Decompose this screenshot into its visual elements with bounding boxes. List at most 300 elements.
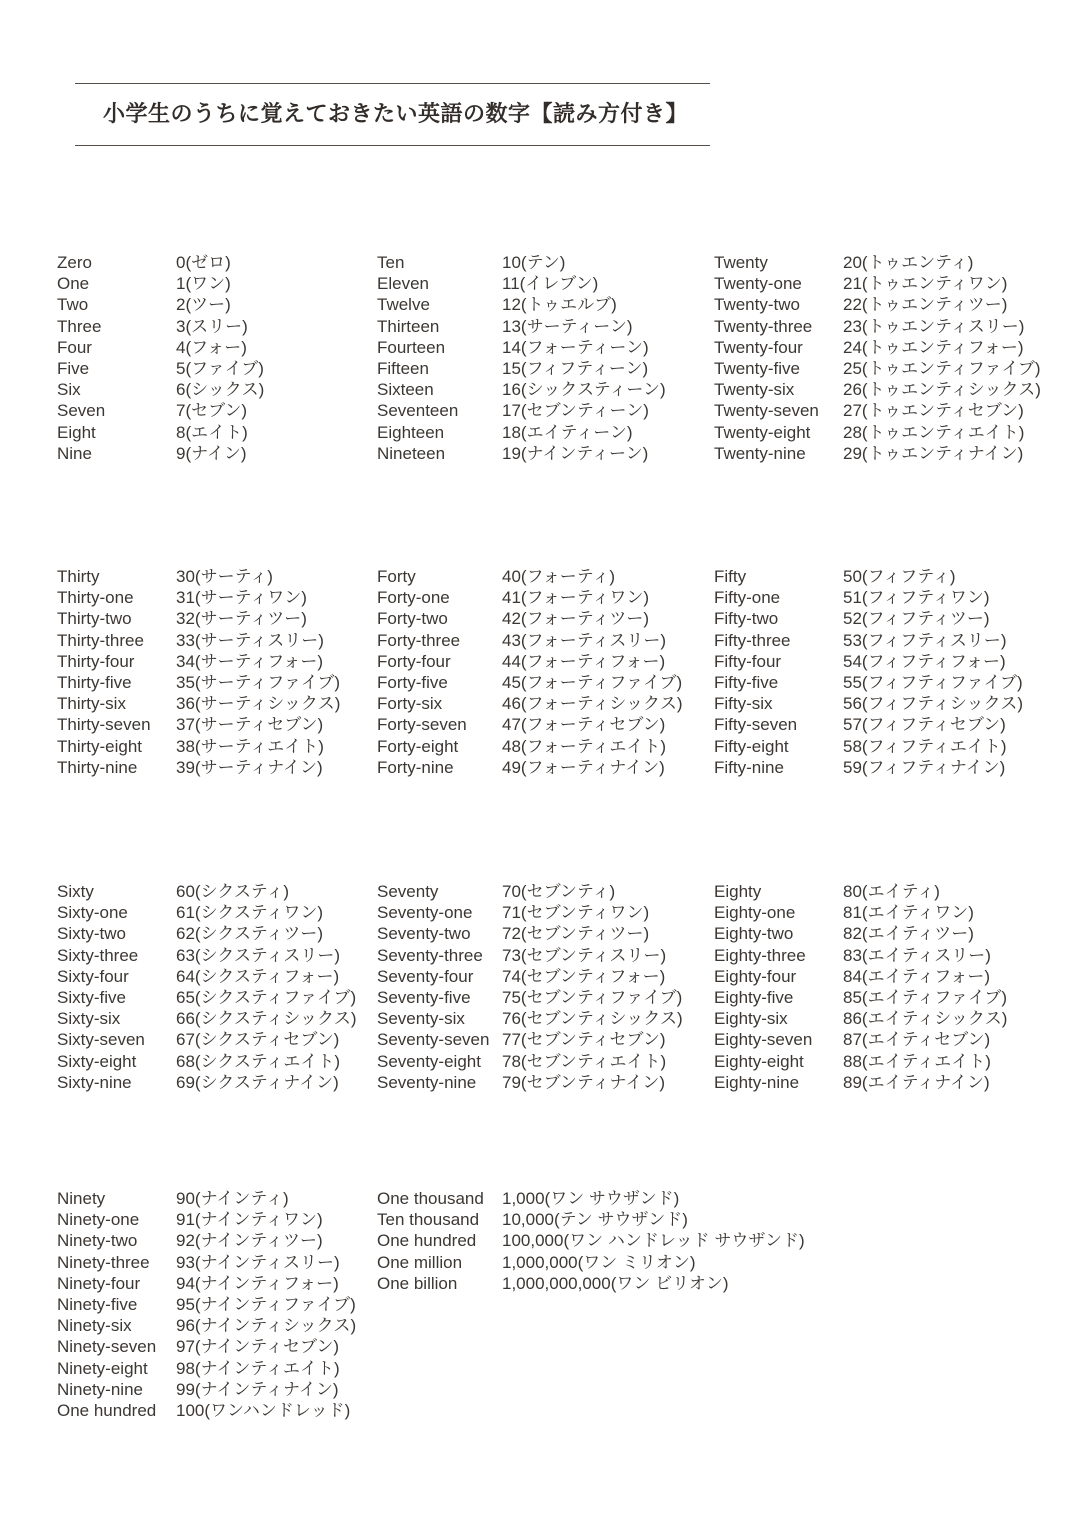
english-word: Fifteen <box>377 359 429 379</box>
number-row <box>714 1051 1007 1072</box>
number-reading: 47(フォーティセブン) <box>502 715 666 735</box>
number-reading: 11(イレブン) <box>502 274 599 294</box>
number-row <box>714 1008 1007 1029</box>
number-reading: 66(シクスティシックス) <box>176 1009 357 1029</box>
number-reading: 86(エイティシックス) <box>843 1009 1008 1029</box>
number-reading: 100(ワンハンドレッド) <box>176 1401 351 1421</box>
number-reading: 27(トゥエンティセブン) <box>843 401 1024 421</box>
english-word: Forty-seven <box>377 715 467 735</box>
number-reading: 78(セブンティエイト) <box>502 1051 667 1071</box>
english-word: Eighty-nine <box>714 1072 800 1092</box>
number-row <box>57 881 357 902</box>
number-reading: 76(セブンティシックス) <box>502 1009 683 1029</box>
english-word: Forty-four <box>377 651 451 671</box>
number-reading: 33(サーティスリー) <box>176 630 324 650</box>
english-word: Seventy-six <box>377 1009 465 1029</box>
english-word: Three <box>57 316 102 336</box>
number-row <box>57 608 340 629</box>
number-column <box>57 252 264 464</box>
number-row <box>714 379 1041 400</box>
number-reading: 14(フォーティーン) <box>502 337 649 357</box>
number-reading: 26(トゥエンティシックス) <box>843 380 1041 400</box>
number-row <box>57 1400 356 1421</box>
number-reading: 25(トゥエンティファイブ) <box>843 359 1041 379</box>
number-reading: 92(ナインティツー) <box>176 1231 323 1251</box>
number-row <box>714 757 1023 778</box>
number-column <box>714 881 1007 1093</box>
english-word: Eighty-three <box>714 945 806 965</box>
english-word: Zero <box>57 253 92 272</box>
number-reading: 84(エイティフォー) <box>843 966 991 986</box>
number-reading: 62(シクスティツー) <box>176 924 324 944</box>
number-reading: 87(エイティセブン) <box>843 1030 991 1050</box>
number-reading: 6(シックス) <box>176 380 265 400</box>
english-word: Ninety-nine <box>57 1379 143 1399</box>
english-word: Fifty-four <box>714 651 782 671</box>
english-word: Ninety <box>57 1189 106 1208</box>
number-reading: 57(フィフティセブン) <box>843 715 1006 735</box>
number-reading: 68(シクスティエイト) <box>176 1051 341 1071</box>
english-word: Seventy-five <box>377 988 471 1008</box>
english-word: Eighty-five <box>714 988 794 1008</box>
english-word: Twenty-four <box>714 337 803 357</box>
number-column <box>57 881 357 1093</box>
english-word: One hundred <box>57 1401 157 1421</box>
number-reading: 42(フォーティツー) <box>502 609 650 629</box>
number-reading: 55(フィフティファイブ) <box>843 673 1023 693</box>
english-word: Seventy-seven <box>377 1030 490 1050</box>
number-row <box>377 757 683 778</box>
english-word: Ten <box>377 253 405 272</box>
english-word: Eighteen <box>377 422 445 442</box>
english-word: Fifty-two <box>714 609 779 629</box>
number-reading: 29(トゥエンティナイン) <box>843 443 1024 463</box>
english-word: Sixty-four <box>57 966 129 986</box>
english-word: Ninety-four <box>57 1273 141 1293</box>
number-reading: 100,000(ワン ハンドレッド サウザンド) <box>502 1231 805 1251</box>
number-row <box>57 273 264 294</box>
number-row <box>714 881 1007 902</box>
number-reading: 10(テン) <box>502 253 566 272</box>
number-row <box>57 714 340 735</box>
number-row <box>377 1188 805 1209</box>
english-word: Twenty-five <box>714 359 800 379</box>
number-reading: 85(エイティファイブ) <box>843 988 1008 1008</box>
number-row <box>377 966 683 987</box>
english-word: Nineteen <box>377 443 446 463</box>
english-word: Thirteen <box>377 316 440 336</box>
number-row <box>714 1072 1007 1093</box>
english-word: Ninety-eight <box>57 1358 148 1378</box>
number-row <box>377 316 666 337</box>
number-row <box>377 1273 805 1294</box>
number-row <box>377 358 666 379</box>
english-word: Eleven <box>377 274 429 294</box>
number-row <box>57 1336 356 1357</box>
number-row <box>714 566 1023 587</box>
number-row <box>377 881 683 902</box>
number-row <box>714 672 1023 693</box>
number-row <box>714 443 1041 464</box>
number-reading: 99(ナインティナイン) <box>176 1379 339 1399</box>
english-word: Sixty-nine <box>57 1072 132 1092</box>
english-word: Seventeen <box>377 401 459 421</box>
number-reading: 75(セブンティファイブ) <box>502 988 683 1008</box>
number-row <box>57 736 340 757</box>
english-word: Eighty-four <box>714 966 797 986</box>
number-row <box>377 1072 683 1093</box>
number-row <box>57 379 264 400</box>
number-reading: 63(シクスティスリー) <box>176 945 341 965</box>
number-reading: 28(トゥエンティエイト) <box>843 422 1025 442</box>
number-row <box>57 902 357 923</box>
number-row <box>57 966 357 987</box>
number-row <box>377 608 683 629</box>
number-column <box>377 1188 805 1294</box>
number-reading: 64(シクスティフォー) <box>176 966 340 986</box>
number-row <box>377 1029 683 1050</box>
number-row <box>57 443 264 464</box>
number-reading: 56(フィフティシックス) <box>843 694 1024 714</box>
english-word: Sixteen <box>377 380 434 400</box>
english-word: Thirty-four <box>57 651 135 671</box>
number-reading: 44(フォーティフォー) <box>502 651 666 671</box>
english-word: Fifty-one <box>714 588 781 608</box>
number-reading: 41(フォーティワン) <box>502 588 650 608</box>
number-row <box>57 1358 356 1379</box>
number-column <box>57 566 340 778</box>
number-reading: 61(シクスティワン) <box>176 903 324 923</box>
number-reading: 37(サーティセブン) <box>176 715 324 735</box>
english-word: Twenty-eight <box>714 422 811 442</box>
english-word: Ninety-three <box>57 1252 150 1272</box>
number-row <box>377 1209 805 1230</box>
number-reading: 16(シックスティーン) <box>502 380 666 400</box>
number-row <box>714 1029 1007 1050</box>
english-word: Forty <box>377 567 416 586</box>
english-word: Thirty-six <box>57 694 126 714</box>
number-reading: 51(フィフティワン) <box>843 588 990 608</box>
number-reading: 89(エイティナイン) <box>843 1072 990 1092</box>
english-word: Sixty-five <box>57 988 126 1008</box>
number-row <box>377 651 683 672</box>
english-word: Twelve <box>377 295 430 315</box>
number-row <box>57 672 340 693</box>
number-row <box>57 923 357 944</box>
english-word: Sixty-seven <box>57 1030 145 1050</box>
number-reading: 54(フィフティフォー) <box>843 651 1006 671</box>
number-row <box>377 587 683 608</box>
number-reading: 80(エイティ) <box>843 882 940 901</box>
number-row <box>377 400 666 421</box>
number-row <box>714 608 1023 629</box>
number-row <box>377 672 683 693</box>
number-row <box>377 337 666 358</box>
english-word: Seventy-three <box>377 945 483 965</box>
english-word: Forty-five <box>377 673 448 693</box>
english-word: Twenty-one <box>714 274 802 294</box>
number-reading: 1,000(ワン サウザンド) <box>502 1189 680 1208</box>
english-word: Thirty-seven <box>57 715 151 735</box>
english-word: Seventy-two <box>377 924 471 944</box>
number-row <box>57 316 264 337</box>
english-word: Forty-nine <box>377 757 454 777</box>
number-reading: 1,000,000(ワン ミリオン) <box>502 1252 696 1272</box>
number-row <box>377 443 666 464</box>
number-row <box>714 587 1023 608</box>
number-reading: 73(セブンティスリー) <box>502 945 667 965</box>
number-row <box>714 987 1007 1008</box>
number-column <box>57 1188 356 1421</box>
number-row <box>377 1051 683 1072</box>
english-word: One hundred <box>377 1231 477 1251</box>
number-reading: 5(ファイブ) <box>176 359 264 379</box>
number-row <box>377 902 683 923</box>
english-word: Seventy-one <box>377 903 473 923</box>
number-row <box>57 987 357 1008</box>
english-word: Forty-eight <box>377 736 459 756</box>
number-row <box>57 422 264 443</box>
english-word: Thirty-nine <box>57 757 138 777</box>
number-reading: 0(ゼロ) <box>176 253 231 272</box>
number-reading: 79(セブンティナイン) <box>502 1072 666 1092</box>
number-row <box>377 693 683 714</box>
number-reading: 45(フォーティファイブ) <box>502 673 683 693</box>
number-reading: 52(フィフティツー) <box>843 609 990 629</box>
number-row <box>714 358 1041 379</box>
number-row <box>57 337 264 358</box>
number-reading: 60(シクスティ) <box>176 882 290 901</box>
number-reading: 81(エイティワン) <box>843 903 974 923</box>
number-reading: 18(エイティーン) <box>502 422 633 442</box>
number-reading: 82(エイティツー) <box>843 924 974 944</box>
number-reading: 83(エイティスリー) <box>843 945 991 965</box>
number-reading: 7(セブン) <box>176 401 248 421</box>
english-word: Thirty-one <box>57 588 134 608</box>
number-row <box>714 630 1023 651</box>
english-word: Seventy-four <box>377 966 474 986</box>
number-reading: 1(ワン) <box>176 274 231 294</box>
number-reading: 91(ナインティワン) <box>176 1210 323 1230</box>
number-column <box>714 252 1041 464</box>
english-word: Twenty-three <box>714 316 813 336</box>
number-reading: 20(トゥエンティ) <box>843 253 974 272</box>
english-word: Sixty-two <box>57 924 126 944</box>
english-word: Forty-six <box>377 694 443 714</box>
english-word: Twenty-nine <box>714 443 806 463</box>
english-word: One million <box>377 1252 463 1272</box>
english-word: Ninety-two <box>57 1231 138 1251</box>
number-row <box>377 379 666 400</box>
english-word: Fifty <box>714 567 747 586</box>
number-reading: 53(フィフティスリー) <box>843 630 1007 650</box>
english-word: One <box>57 274 90 294</box>
number-row <box>377 273 666 294</box>
number-row <box>377 1008 683 1029</box>
number-reading: 19(ナインティーン) <box>502 443 649 463</box>
english-word: Fifty-seven <box>714 715 798 735</box>
english-word: Fourteen <box>377 337 446 357</box>
number-reading: 69(シクスティナイン) <box>176 1072 339 1092</box>
number-reading: 71(セブンティワン) <box>502 903 650 923</box>
english-word: Sixty-six <box>57 1009 121 1029</box>
number-row <box>57 1315 356 1336</box>
number-reading: 35(サーティファイブ) <box>176 673 341 693</box>
number-row <box>57 757 340 778</box>
number-row <box>714 923 1007 944</box>
number-reading: 95(ナインティファイブ) <box>176 1295 356 1315</box>
number-reading: 8(エイト) <box>176 422 248 442</box>
number-row <box>57 587 340 608</box>
english-word: Seventy-nine <box>377 1072 477 1092</box>
english-word: Six <box>57 380 81 400</box>
number-row <box>57 693 340 714</box>
number-row <box>377 566 683 587</box>
number-row <box>57 1379 356 1400</box>
number-reading: 72(セブンティツー) <box>502 924 650 944</box>
english-word: Sixty-eight <box>57 1051 137 1071</box>
number-reading: 39(サーティナイン) <box>176 757 323 777</box>
number-reading: 3(スリー) <box>176 316 248 336</box>
number-row <box>377 1252 805 1273</box>
number-column <box>377 566 683 778</box>
english-word: Ninety-one <box>57 1210 140 1230</box>
number-reading: 88(エイティエイト) <box>843 1051 991 1071</box>
number-reading: 48(フォーティエイト) <box>502 736 667 756</box>
number-row <box>377 1230 805 1251</box>
english-word: Eighty-one <box>714 903 796 923</box>
english-word: Twenty-seven <box>714 401 819 421</box>
english-word: Ninety-five <box>57 1295 138 1315</box>
number-reading: 96(ナインティシックス) <box>176 1316 357 1336</box>
number-row <box>714 294 1041 315</box>
english-word: Eighty <box>714 882 762 901</box>
english-word: Five <box>57 359 90 379</box>
number-reading: 97(ナインティセブン) <box>176 1337 340 1357</box>
number-reading: 67(シクスティセブン) <box>176 1030 340 1050</box>
english-word: Fifty-eight <box>714 736 789 756</box>
english-word: Fifty-six <box>714 694 773 714</box>
number-reading: 98(ナインティエイト) <box>176 1358 340 1378</box>
number-row <box>714 714 1023 735</box>
number-reading: 23(トゥエンティスリー) <box>843 316 1025 336</box>
number-row <box>377 923 683 944</box>
number-reading: 21(トゥエンティワン) <box>843 274 1008 294</box>
number-reading: 1,000,000,000(ワン ビリオン) <box>502 1273 729 1293</box>
number-row <box>57 1230 356 1251</box>
english-word: Fifty-three <box>714 630 791 650</box>
number-row <box>57 1252 356 1273</box>
number-reading: 10,000(テン サウザンド) <box>502 1210 688 1230</box>
number-row <box>377 736 683 757</box>
number-reading: 32(サーティツー) <box>176 609 307 629</box>
number-reading: 31(サーティワン) <box>176 588 307 608</box>
number-reading: 50(フィフティ) <box>843 567 956 586</box>
english-word: Eighty-eight <box>714 1051 804 1071</box>
number-reading: 34(サーティフォー) <box>176 651 324 671</box>
number-reading: 13(サーティーン) <box>502 316 633 336</box>
number-row <box>714 422 1041 443</box>
number-row <box>714 252 1041 273</box>
english-word: Ninety-six <box>57 1316 132 1336</box>
number-reading: 90(ナインティ) <box>176 1189 289 1208</box>
number-row <box>57 1273 356 1294</box>
number-reading: 58(フィフティエイト) <box>843 736 1007 756</box>
number-reading: 2(ツー) <box>176 295 231 315</box>
english-word: Seven <box>57 401 106 421</box>
number-reading: 94(ナインティフォー) <box>176 1273 339 1293</box>
number-row <box>377 252 666 273</box>
number-row <box>57 1294 356 1315</box>
number-column <box>377 252 666 464</box>
english-word: Eight <box>57 422 96 442</box>
english-word: Seventy-eight <box>377 1051 481 1071</box>
english-word: Ten thousand <box>377 1210 480 1230</box>
number-row <box>377 945 683 966</box>
number-column <box>377 881 683 1093</box>
english-word: Four <box>57 337 92 357</box>
number-reading: 36(サーティシックス) <box>176 694 341 714</box>
english-word: Forty-three <box>377 630 461 650</box>
number-row <box>714 651 1023 672</box>
number-reading: 70(セブンティ) <box>502 882 616 901</box>
number-reading: 43(フォーティスリー) <box>502 630 667 650</box>
english-word: Two <box>57 295 89 315</box>
english-word: Thirty-five <box>57 673 132 693</box>
number-row <box>377 294 666 315</box>
english-word: Eighty-six <box>714 1009 788 1029</box>
number-row <box>377 987 683 1008</box>
number-row <box>377 714 683 735</box>
english-word: Seventy <box>377 882 439 901</box>
number-reading: 12(トゥエルブ) <box>502 295 617 315</box>
number-row <box>57 252 264 273</box>
english-word: Twenty <box>714 253 768 272</box>
number-reading: 93(ナインティスリー) <box>176 1252 340 1272</box>
english-word: Thirty-three <box>57 630 144 650</box>
number-reading: 40(フォーティ) <box>502 567 616 586</box>
number-reading: 49(フォーティナイン) <box>502 757 665 777</box>
number-row <box>57 1209 356 1230</box>
number-reading: 22(トゥエンティツー) <box>843 295 1008 315</box>
number-reading: 65(シクスティファイブ) <box>176 988 357 1008</box>
english-word: Twenty-six <box>714 380 795 400</box>
number-reading: 46(フォーティシックス) <box>502 694 683 714</box>
number-reading: 38(サーティエイト) <box>176 736 324 756</box>
number-reading: 59(フィフティナイン) <box>843 757 1006 777</box>
number-row <box>57 1072 357 1093</box>
number-row <box>57 566 340 587</box>
english-word: Nine <box>57 443 92 463</box>
number-row <box>57 1051 357 1072</box>
number-column <box>714 566 1023 778</box>
number-row <box>57 651 340 672</box>
english-word: Fifty-five <box>714 673 779 693</box>
english-word: Sixty-one <box>57 903 128 923</box>
number-reading: 15(フィフティーン) <box>502 359 649 379</box>
number-row <box>57 630 340 651</box>
number-reading: 17(セブンティーン) <box>502 401 649 421</box>
number-row <box>714 966 1007 987</box>
number-row <box>714 736 1023 757</box>
english-word: Ninety-seven <box>57 1337 157 1357</box>
english-word: Twenty-two <box>714 295 800 315</box>
number-reading: 9(ナイン) <box>176 443 247 463</box>
english-word: Sixty <box>57 882 94 901</box>
english-word: One billion <box>377 1273 458 1293</box>
number-row <box>377 630 683 651</box>
number-row <box>57 1029 357 1050</box>
